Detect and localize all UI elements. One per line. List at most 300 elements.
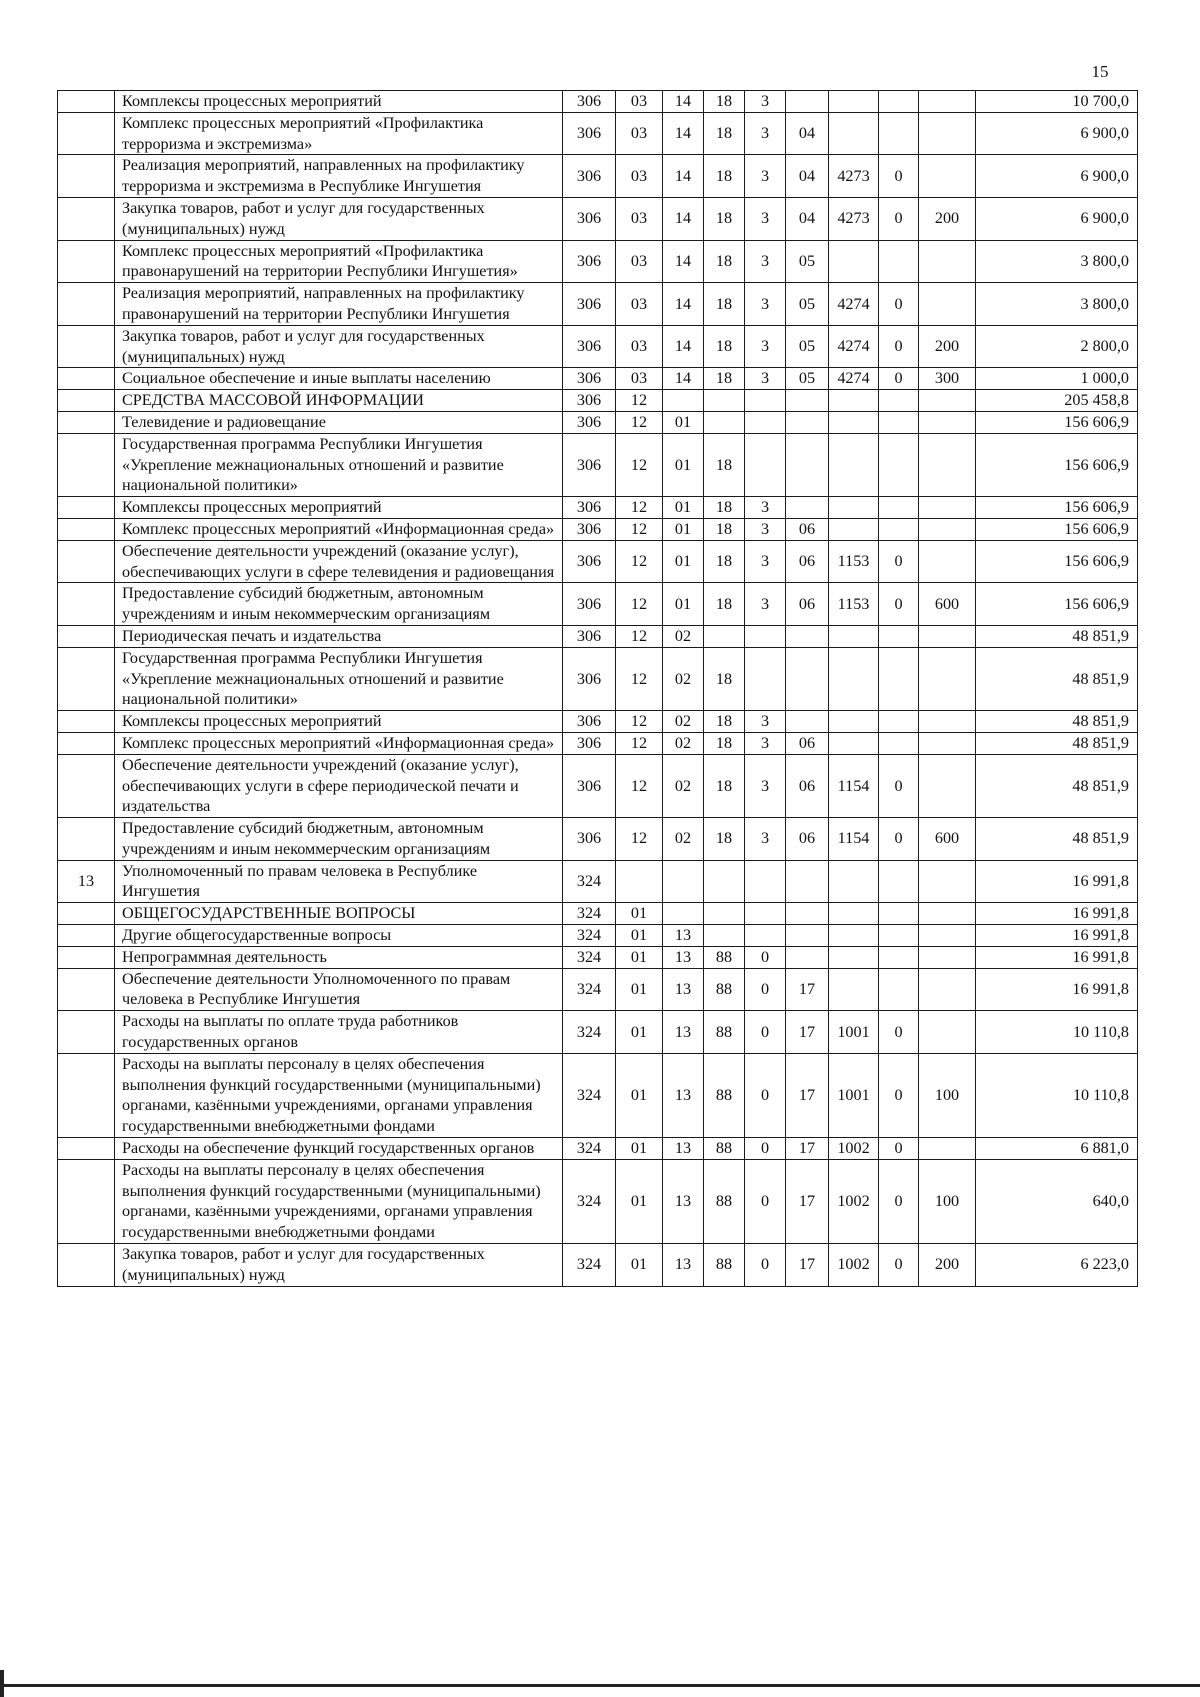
direction-suffix-cell bbox=[879, 625, 919, 647]
subsection-code-cell: 02 bbox=[663, 754, 704, 817]
row-index-cell bbox=[58, 497, 115, 519]
direction-suffix-cell bbox=[879, 112, 919, 155]
item-name-cell: Непрограммная деятельность bbox=[115, 946, 563, 968]
subprogram-type-cell: 3 bbox=[745, 325, 786, 368]
direction-suffix-cell bbox=[879, 411, 919, 433]
program-code-cell: 18 bbox=[704, 240, 745, 283]
program-code-cell: 18 bbox=[704, 518, 745, 540]
subprogram-type-cell bbox=[745, 390, 786, 412]
expense-type-cell: 100 bbox=[919, 1159, 976, 1243]
item-name-cell: Государственная программа Республики Ингушетия «Укрепление межнациональных отношений и развитие национальной политики» bbox=[115, 647, 563, 710]
direction-code-cell: 1154 bbox=[829, 754, 879, 817]
item-name-cell: Комплекс процессных мероприятий «Информационная среда» bbox=[115, 732, 563, 754]
item-name-cell: Расходы на выплаты по оплате труда работников государственных органов bbox=[115, 1011, 563, 1054]
row-index-cell bbox=[58, 818, 115, 861]
direction-suffix-cell: 0 bbox=[879, 283, 919, 326]
amount-cell: 640,0 bbox=[976, 1159, 1138, 1243]
direction-code-cell bbox=[829, 925, 879, 947]
event-code-cell: 05 bbox=[786, 283, 829, 326]
section-code-cell: 12 bbox=[616, 647, 663, 710]
item-name-cell: Обеспечение деятельности учреждений (оказание услуг), обеспечивающих услуги в сфере периодической печати и издательства bbox=[115, 754, 563, 817]
event-code-cell: 04 bbox=[786, 112, 829, 155]
item-name-cell: Комплексы процессных мероприятий bbox=[115, 711, 563, 733]
section-code-cell: 12 bbox=[616, 625, 663, 647]
ministry-code-cell: 324 bbox=[563, 903, 616, 925]
subsection-code-cell: 02 bbox=[663, 647, 704, 710]
direction-code-cell bbox=[829, 732, 879, 754]
expense-type-cell: 200 bbox=[919, 197, 976, 240]
program-code-cell: 18 bbox=[704, 433, 745, 496]
row-index-cell bbox=[58, 1053, 115, 1137]
amount-cell: 156 606,9 bbox=[976, 583, 1138, 626]
ministry-code-cell: 306 bbox=[563, 518, 616, 540]
expense-type-cell bbox=[919, 411, 976, 433]
event-code-cell: 06 bbox=[786, 518, 829, 540]
direction-code-cell: 4274 bbox=[829, 368, 879, 390]
ministry-code-cell: 306 bbox=[563, 112, 616, 155]
row-index-cell bbox=[58, 1244, 115, 1287]
expense-type-cell bbox=[919, 732, 976, 754]
direction-suffix-cell: 0 bbox=[879, 1138, 919, 1160]
direction-suffix-cell bbox=[879, 968, 919, 1011]
program-code-cell: 18 bbox=[704, 754, 745, 817]
subsection-code-cell: 13 bbox=[663, 1011, 704, 1054]
amount-cell: 48 851,9 bbox=[976, 711, 1138, 733]
expense-type-cell bbox=[919, 433, 976, 496]
row-index-cell bbox=[58, 903, 115, 925]
event-code-cell bbox=[786, 91, 829, 113]
subprogram-type-cell bbox=[745, 625, 786, 647]
program-code-cell: 18 bbox=[704, 540, 745, 583]
table-row bbox=[58, 625, 1138, 647]
direction-code-cell bbox=[829, 625, 879, 647]
section-code-cell: 03 bbox=[616, 240, 663, 283]
table-row bbox=[58, 1138, 1138, 1160]
direction-suffix-cell: 0 bbox=[879, 583, 919, 626]
ministry-code-cell: 306 bbox=[563, 732, 616, 754]
ministry-code-cell: 306 bbox=[563, 711, 616, 733]
subsection-code-cell bbox=[663, 390, 704, 412]
amount-cell: 16 991,8 bbox=[976, 946, 1138, 968]
subsection-code-cell: 13 bbox=[663, 1053, 704, 1137]
amount-cell: 156 606,9 bbox=[976, 497, 1138, 519]
ministry-code-cell: 306 bbox=[563, 390, 616, 412]
subprogram-type-cell bbox=[745, 411, 786, 433]
subsection-code-cell: 14 bbox=[663, 197, 704, 240]
section-code-cell: 03 bbox=[616, 325, 663, 368]
table-row bbox=[58, 325, 1138, 368]
item-name-cell: Расходы на обеспечение функций государственных органов bbox=[115, 1138, 563, 1160]
item-name-cell: Комплекс процессных мероприятий «Профилактика терроризма и экстремизма» bbox=[115, 112, 563, 155]
program-code-cell bbox=[704, 390, 745, 412]
item-name-cell: Расходы на выплаты персоналу в целях обеспечения выполнения функций государственными (муниципальными) органами, казёнными учреждениями, органами управления государственными внебюджетными фондами bbox=[115, 1159, 563, 1243]
program-code-cell: 18 bbox=[704, 283, 745, 326]
direction-suffix-cell: 0 bbox=[879, 368, 919, 390]
program-code-cell: 18 bbox=[704, 91, 745, 113]
page-number: 15 bbox=[1091, 62, 1109, 81]
direction-code-cell bbox=[829, 946, 879, 968]
table-row bbox=[58, 411, 1138, 433]
item-name-cell: Другие общегосударственные вопросы bbox=[115, 925, 563, 947]
ministry-code-cell: 306 bbox=[563, 433, 616, 496]
subprogram-type-cell: 0 bbox=[745, 1244, 786, 1287]
direction-suffix-cell: 0 bbox=[879, 1011, 919, 1054]
direction-suffix-cell: 0 bbox=[879, 197, 919, 240]
ministry-code-cell: 306 bbox=[563, 540, 616, 583]
ministry-code-cell: 306 bbox=[563, 91, 616, 113]
direction-suffix-cell bbox=[879, 497, 919, 519]
program-code-cell: 88 bbox=[704, 1244, 745, 1287]
expense-type-cell bbox=[919, 711, 976, 733]
event-code-cell bbox=[786, 946, 829, 968]
ministry-code-cell: 306 bbox=[563, 625, 616, 647]
item-name-cell: Закупка товаров, работ и услуг для государственных (муниципальных) нужд bbox=[115, 1244, 563, 1287]
section-code-cell bbox=[616, 860, 663, 903]
ministry-code-cell: 324 bbox=[563, 1053, 616, 1137]
row-index-cell bbox=[58, 1159, 115, 1243]
direction-suffix-cell: 0 bbox=[879, 818, 919, 861]
direction-suffix-cell bbox=[879, 732, 919, 754]
direction-code-cell: 1002 bbox=[829, 1159, 879, 1243]
table-row bbox=[58, 91, 1138, 113]
item-name-cell: ОБЩЕГОСУДАРСТВЕННЫЕ ВОПРОСЫ bbox=[115, 903, 563, 925]
ministry-code-cell: 306 bbox=[563, 325, 616, 368]
table-row bbox=[58, 390, 1138, 412]
amount-cell: 156 606,9 bbox=[976, 411, 1138, 433]
expense-type-cell bbox=[919, 240, 976, 283]
section-code-cell: 03 bbox=[616, 91, 663, 113]
event-code-cell bbox=[786, 647, 829, 710]
ministry-code-cell: 324 bbox=[563, 860, 616, 903]
subsection-code-cell: 01 bbox=[663, 518, 704, 540]
program-code-cell bbox=[704, 625, 745, 647]
direction-code-cell bbox=[829, 112, 879, 155]
table-row bbox=[58, 711, 1138, 733]
event-code-cell: 05 bbox=[786, 325, 829, 368]
table-row bbox=[58, 518, 1138, 540]
event-code-cell bbox=[786, 433, 829, 496]
item-name-cell: Закупка товаров, работ и услуг для государственных (муниципальных) нужд bbox=[115, 197, 563, 240]
direction-suffix-cell: 0 bbox=[879, 325, 919, 368]
expense-type-cell bbox=[919, 946, 976, 968]
row-index-cell bbox=[58, 240, 115, 283]
expense-type-cell bbox=[919, 390, 976, 412]
direction-code-cell: 1002 bbox=[829, 1244, 879, 1287]
direction-code-cell: 4273 bbox=[829, 155, 879, 198]
item-name-cell: Комплексы процессных мероприятий bbox=[115, 497, 563, 519]
row-index-cell bbox=[58, 390, 115, 412]
ministry-code-cell: 306 bbox=[563, 197, 616, 240]
program-code-cell: 88 bbox=[704, 1138, 745, 1160]
subsection-code-cell: 13 bbox=[663, 968, 704, 1011]
direction-suffix-cell bbox=[879, 433, 919, 496]
subsection-code-cell bbox=[663, 860, 704, 903]
expense-type-cell bbox=[919, 754, 976, 817]
ministry-code-cell: 306 bbox=[563, 647, 616, 710]
row-index-cell bbox=[58, 625, 115, 647]
row-index-cell bbox=[58, 968, 115, 1011]
expense-type-cell: 600 bbox=[919, 818, 976, 861]
direction-code-cell bbox=[829, 860, 879, 903]
subsection-code-cell: 02 bbox=[663, 711, 704, 733]
row-index-cell bbox=[58, 1011, 115, 1054]
program-code-cell bbox=[704, 860, 745, 903]
section-code-cell: 03 bbox=[616, 112, 663, 155]
expense-type-cell bbox=[919, 91, 976, 113]
row-index-cell bbox=[58, 112, 115, 155]
item-name-cell: Комплекс процессных мероприятий «Профилактика правонарушений на территории Республики Ингушетия» bbox=[115, 240, 563, 283]
direction-code-cell: 1002 bbox=[829, 1138, 879, 1160]
item-name-cell: Предоставление субсидий бюджетным, автономным учреждениям и иным некоммерческим организациям bbox=[115, 583, 563, 626]
item-name-cell: Уполномоченный по правам человека в Республике Ингушетия bbox=[115, 860, 563, 903]
row-index-cell bbox=[58, 732, 115, 754]
row-index-cell bbox=[58, 411, 115, 433]
event-code-cell: 17 bbox=[786, 1011, 829, 1054]
expense-type-cell bbox=[919, 647, 976, 710]
section-code-cell: 01 bbox=[616, 968, 663, 1011]
expense-type-cell bbox=[919, 112, 976, 155]
event-code-cell: 05 bbox=[786, 368, 829, 390]
subprogram-type-cell: 3 bbox=[745, 818, 786, 861]
program-code-cell bbox=[704, 925, 745, 947]
event-code-cell: 17 bbox=[786, 1138, 829, 1160]
event-code-cell: 17 bbox=[786, 1053, 829, 1137]
expense-type-cell: 300 bbox=[919, 368, 976, 390]
program-code-cell: 18 bbox=[704, 583, 745, 626]
subprogram-type-cell: 3 bbox=[745, 711, 786, 733]
subsection-code-cell: 14 bbox=[663, 368, 704, 390]
section-code-cell: 12 bbox=[616, 497, 663, 519]
direction-code-cell: 1001 bbox=[829, 1053, 879, 1137]
expense-type-cell bbox=[919, 925, 976, 947]
direction-code-cell bbox=[829, 968, 879, 1011]
event-code-cell bbox=[786, 925, 829, 947]
subprogram-type-cell: 3 bbox=[745, 155, 786, 198]
row-index-cell bbox=[58, 1138, 115, 1160]
item-name-cell: Обеспечение деятельности Уполномоченного по правам человека в Республике Ингушетия bbox=[115, 968, 563, 1011]
direction-suffix-cell bbox=[879, 925, 919, 947]
section-code-cell: 12 bbox=[616, 711, 663, 733]
row-index-cell bbox=[58, 283, 115, 326]
row-index-cell bbox=[58, 540, 115, 583]
expense-type-cell bbox=[919, 518, 976, 540]
subprogram-type-cell bbox=[745, 433, 786, 496]
event-code-cell: 17 bbox=[786, 1159, 829, 1243]
section-code-cell: 12 bbox=[616, 518, 663, 540]
direction-code-cell: 4274 bbox=[829, 283, 879, 326]
program-code-cell: 18 bbox=[704, 155, 745, 198]
section-code-cell: 12 bbox=[616, 583, 663, 626]
table-row bbox=[58, 433, 1138, 496]
subsection-code-cell: 01 bbox=[663, 433, 704, 496]
amount-cell: 6 881,0 bbox=[976, 1138, 1138, 1160]
expense-type-cell: 200 bbox=[919, 325, 976, 368]
direction-suffix-cell bbox=[879, 860, 919, 903]
event-code-cell bbox=[786, 860, 829, 903]
program-code-cell bbox=[704, 903, 745, 925]
row-index-cell bbox=[58, 925, 115, 947]
amount-cell: 48 851,9 bbox=[976, 818, 1138, 861]
subsection-code-cell: 14 bbox=[663, 112, 704, 155]
item-name-cell: Реализация мероприятий, направленных на профилактику правонарушений на территории Республики Ингушетия bbox=[115, 283, 563, 326]
program-code-cell: 18 bbox=[704, 818, 745, 861]
expense-type-cell: 100 bbox=[919, 1053, 976, 1137]
program-code-cell: 88 bbox=[704, 1011, 745, 1054]
table-row bbox=[58, 497, 1138, 519]
program-code-cell bbox=[704, 411, 745, 433]
program-code-cell: 18 bbox=[704, 325, 745, 368]
subprogram-type-cell: 3 bbox=[745, 240, 786, 283]
subprogram-type-cell: 0 bbox=[745, 1138, 786, 1160]
subprogram-type-cell: 0 bbox=[745, 1053, 786, 1137]
subprogram-type-cell: 0 bbox=[745, 1011, 786, 1054]
item-name-cell: Комплексы процессных мероприятий bbox=[115, 91, 563, 113]
program-code-cell: 88 bbox=[704, 946, 745, 968]
item-name-cell: Комплекс процессных мероприятий «Информационная среда» bbox=[115, 518, 563, 540]
expense-type-cell bbox=[919, 860, 976, 903]
item-name-cell: СРЕДСТВА МАССОВОЙ ИНФОРМАЦИИ bbox=[115, 390, 563, 412]
section-code-cell: 01 bbox=[616, 1159, 663, 1243]
subprogram-type-cell bbox=[745, 860, 786, 903]
amount-cell: 3 800,0 bbox=[976, 240, 1138, 283]
budget-table bbox=[57, 90, 1138, 1287]
direction-suffix-cell bbox=[879, 903, 919, 925]
section-code-cell: 03 bbox=[616, 368, 663, 390]
expense-type-cell bbox=[919, 1011, 976, 1054]
table-row bbox=[58, 1244, 1138, 1287]
subprogram-type-cell: 3 bbox=[745, 91, 786, 113]
table-row bbox=[58, 1011, 1138, 1054]
subprogram-type-cell: 3 bbox=[745, 368, 786, 390]
direction-code-cell bbox=[829, 91, 879, 113]
subprogram-type-cell: 3 bbox=[745, 283, 786, 326]
subsection-code-cell: 14 bbox=[663, 155, 704, 198]
direction-code-cell bbox=[829, 390, 879, 412]
event-code-cell bbox=[786, 411, 829, 433]
amount-cell: 2 800,0 bbox=[976, 325, 1138, 368]
program-code-cell: 18 bbox=[704, 197, 745, 240]
direction-code-cell bbox=[829, 497, 879, 519]
subsection-code-cell: 01 bbox=[663, 583, 704, 626]
subprogram-type-cell: 0 bbox=[745, 968, 786, 1011]
subprogram-type-cell: 3 bbox=[745, 540, 786, 583]
subsection-code-cell: 01 bbox=[663, 411, 704, 433]
expense-type-cell bbox=[919, 1138, 976, 1160]
table-row bbox=[58, 240, 1138, 283]
item-name-cell: Телевидение и радиовещание bbox=[115, 411, 563, 433]
amount-cell: 48 851,9 bbox=[976, 732, 1138, 754]
section-code-cell: 01 bbox=[616, 1244, 663, 1287]
event-code-cell: 06 bbox=[786, 583, 829, 626]
ministry-code-cell: 306 bbox=[563, 411, 616, 433]
ministry-code-cell: 324 bbox=[563, 946, 616, 968]
section-code-cell: 12 bbox=[616, 411, 663, 433]
event-code-cell: 17 bbox=[786, 1244, 829, 1287]
ministry-code-cell: 324 bbox=[563, 925, 616, 947]
expense-type-cell bbox=[919, 155, 976, 198]
item-name-cell: Предоставление субсидий бюджетным, автономным учреждениям и иным некоммерческим организациям bbox=[115, 818, 563, 861]
table-row bbox=[58, 903, 1138, 925]
amount-cell: 156 606,9 bbox=[976, 540, 1138, 583]
subsection-code-cell: 02 bbox=[663, 818, 704, 861]
program-code-cell: 18 bbox=[704, 112, 745, 155]
direction-code-cell: 1001 bbox=[829, 1011, 879, 1054]
amount-cell: 156 606,9 bbox=[976, 518, 1138, 540]
program-code-cell: 18 bbox=[704, 711, 745, 733]
amount-cell: 6 900,0 bbox=[976, 197, 1138, 240]
amount-cell: 16 991,8 bbox=[976, 860, 1138, 903]
subsection-code-cell: 13 bbox=[663, 946, 704, 968]
table-row bbox=[58, 112, 1138, 155]
amount-cell: 16 991,8 bbox=[976, 925, 1138, 947]
table-row bbox=[58, 968, 1138, 1011]
expense-type-cell bbox=[919, 540, 976, 583]
subsection-code-cell: 13 bbox=[663, 1138, 704, 1160]
event-code-cell bbox=[786, 390, 829, 412]
event-code-cell: 17 bbox=[786, 968, 829, 1011]
section-code-cell: 01 bbox=[616, 1011, 663, 1054]
ministry-code-cell: 306 bbox=[563, 155, 616, 198]
direction-suffix-cell bbox=[879, 91, 919, 113]
direction-suffix-cell: 0 bbox=[879, 1244, 919, 1287]
direction-code-cell bbox=[829, 433, 879, 496]
subprogram-type-cell: 3 bbox=[745, 754, 786, 817]
program-code-cell: 88 bbox=[704, 1053, 745, 1137]
table-row bbox=[58, 818, 1138, 861]
section-code-cell: 01 bbox=[616, 1138, 663, 1160]
row-index-cell bbox=[58, 368, 115, 390]
ministry-code-cell: 324 bbox=[563, 1244, 616, 1287]
item-name-cell: Расходы на выплаты персоналу в целях обеспечения выполнения функций государственными (муниципальными) органами, казёнными учреждениями, органами управления государственными внебюджетными фондами bbox=[115, 1053, 563, 1137]
direction-suffix-cell bbox=[879, 518, 919, 540]
subprogram-type-cell bbox=[745, 925, 786, 947]
table-row bbox=[58, 946, 1138, 968]
subsection-code-cell: 14 bbox=[663, 240, 704, 283]
event-code-cell bbox=[786, 711, 829, 733]
item-name-cell: Реализация мероприятий, направленных на профилактику терроризма и экстремизма в Республике Ингушетия bbox=[115, 155, 563, 198]
table-row bbox=[58, 754, 1138, 817]
expense-type-cell bbox=[919, 283, 976, 326]
ministry-code-cell: 306 bbox=[563, 583, 616, 626]
direction-code-cell bbox=[829, 518, 879, 540]
direction-code-cell: 1153 bbox=[829, 583, 879, 626]
direction-code-cell bbox=[829, 647, 879, 710]
direction-suffix-cell: 0 bbox=[879, 155, 919, 198]
row-index-cell bbox=[58, 91, 115, 113]
ministry-code-cell: 306 bbox=[563, 497, 616, 519]
row-index-cell bbox=[58, 583, 115, 626]
table-row bbox=[58, 197, 1138, 240]
event-code-cell: 06 bbox=[786, 732, 829, 754]
item-name-cell: Государственная программа Республики Ингушетия «Укрепление межнациональных отношений и развитие национальной политики» bbox=[115, 433, 563, 496]
direction-code-cell bbox=[829, 711, 879, 733]
event-code-cell: 06 bbox=[786, 540, 829, 583]
direction-code-cell: 4274 bbox=[829, 325, 879, 368]
ministry-code-cell: 306 bbox=[563, 754, 616, 817]
expense-type-cell bbox=[919, 968, 976, 1011]
direction-suffix-cell bbox=[879, 240, 919, 283]
program-code-cell: 88 bbox=[704, 1159, 745, 1243]
row-index-cell bbox=[58, 711, 115, 733]
subsection-code-cell: 02 bbox=[663, 732, 704, 754]
subprogram-type-cell: 0 bbox=[745, 1159, 786, 1243]
subsection-code-cell: 13 bbox=[663, 1244, 704, 1287]
event-code-cell bbox=[786, 625, 829, 647]
row-index-cell bbox=[58, 518, 115, 540]
program-code-cell: 18 bbox=[704, 732, 745, 754]
table-row bbox=[58, 1159, 1138, 1243]
section-code-cell: 01 bbox=[616, 1053, 663, 1137]
